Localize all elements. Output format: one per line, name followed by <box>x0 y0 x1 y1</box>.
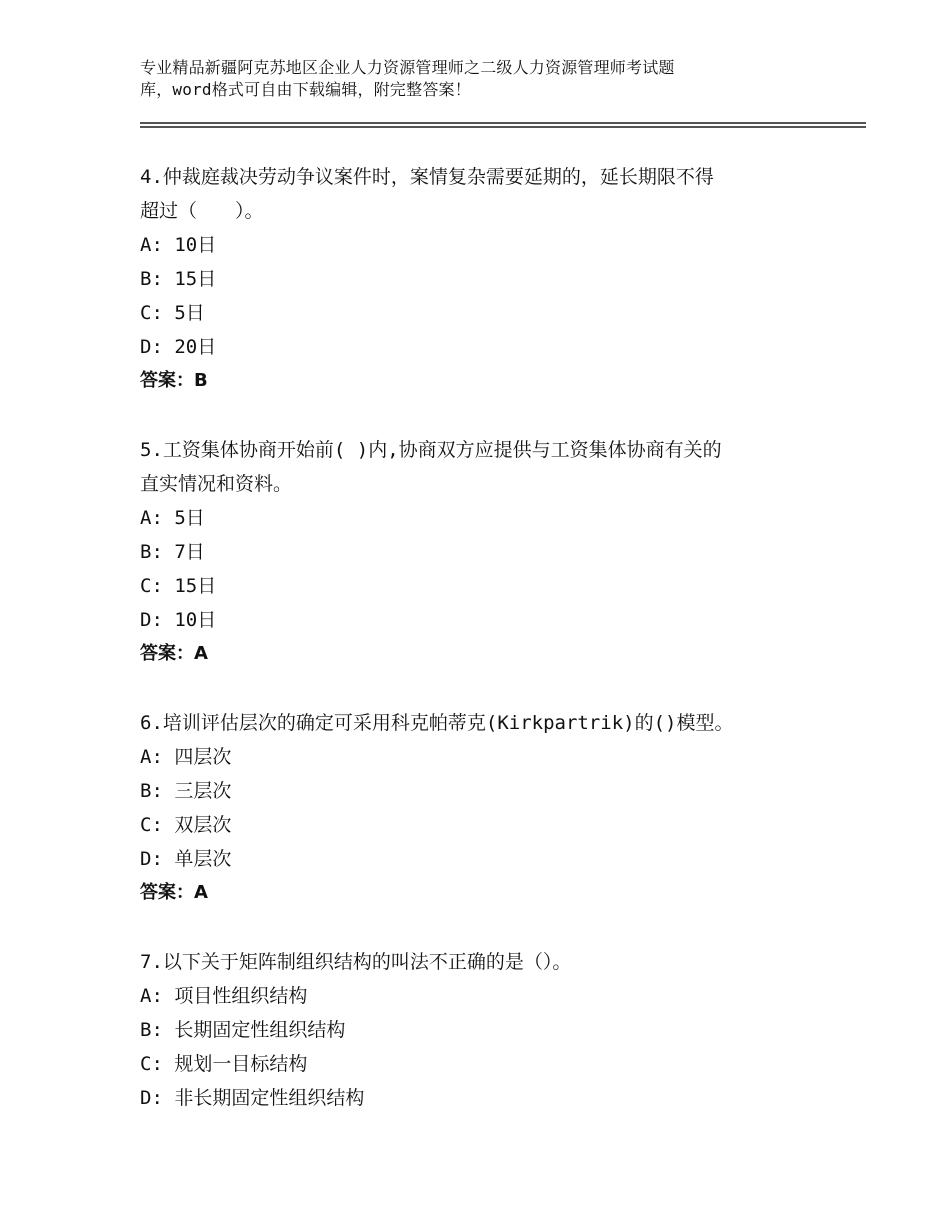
question-6 <box>140 706 840 910</box>
question-line: 6.培训评估层次的确定可采用科克帕蒂克(Kirkpartrik)的()模型。 <box>140 712 734 734</box>
question-text <box>140 160 840 228</box>
option-d: D: 单层次 <box>140 848 232 870</box>
question-text <box>140 433 840 501</box>
answer: 答案：A <box>140 882 208 903</box>
document-header <box>140 57 780 101</box>
option-a: A: 10日 <box>140 234 217 256</box>
option-c: C: 双层次 <box>140 814 232 836</box>
question-7 <box>140 945 840 1115</box>
question-4 <box>140 160 840 398</box>
question-line: 5.工资集体协商开始前( )内,协商双方应提供与工资集体协商有关的 <box>140 439 722 461</box>
question-text <box>140 945 840 979</box>
answer: 答案：B <box>140 370 208 391</box>
question-line: 超过（ ）。 <box>140 200 264 222</box>
option-b: B: 长期固定性组织结构 <box>140 1019 346 1041</box>
option-d: D: 20日 <box>140 336 217 358</box>
option-d: D: 非长期固定性组织结构 <box>140 1087 365 1109</box>
option-c: C: 规划一目标结构 <box>140 1053 308 1075</box>
header-line-2: 库，word格式可自由下载编辑，附完整答案！ <box>140 80 471 99</box>
option-c: C: 5日 <box>140 302 205 324</box>
question-line: 7.以下关于矩阵制组织结构的叫法不正确的是（）。 <box>140 951 572 973</box>
option-a: A: 四层次 <box>140 746 232 768</box>
option-b: B: 7日 <box>140 541 205 563</box>
header-line-1: 专业精品新疆阿克苏地区企业人力资源管理师之二级人力资源管理师考试题 <box>140 58 675 77</box>
option-b: B: 三层次 <box>140 780 232 802</box>
option-a: A: 项目性组织结构 <box>140 985 308 1007</box>
question-text <box>140 706 840 740</box>
question-5 <box>140 433 840 671</box>
option-d: D: 10日 <box>140 609 217 631</box>
header-divider-bottom <box>140 126 866 128</box>
option-a: A: 5日 <box>140 507 205 529</box>
answer: 答案：A <box>140 643 208 664</box>
header-divider-top <box>140 122 866 124</box>
option-b: B: 15日 <box>140 268 217 290</box>
question-line: 4.仲裁庭裁决劳动争议案件时，案情复杂需要延期的，延长期限不得 <box>140 166 714 188</box>
option-c: C: 15日 <box>140 575 217 597</box>
question-line: 直实情况和资料。 <box>140 473 293 495</box>
